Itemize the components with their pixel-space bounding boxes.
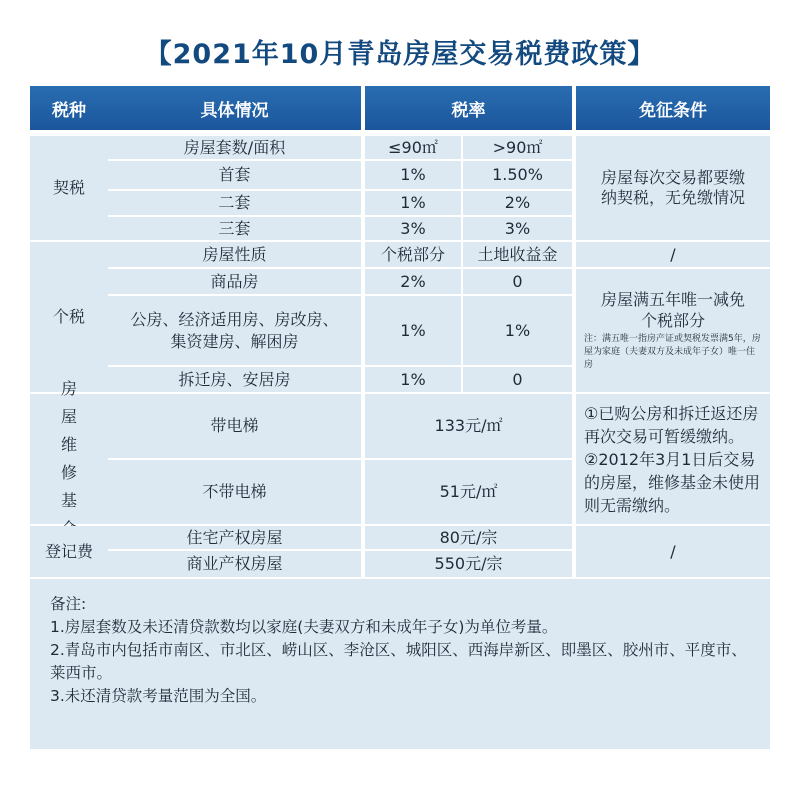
deed-tax-row-gt90: 2% (463, 191, 572, 215)
income-tax-row-personal: 2% (365, 269, 461, 294)
registration-row-rate: 550元/宗 (365, 551, 572, 577)
income-tax-row-personal: 1% (365, 296, 461, 365)
maintenance-exemption: ①已购公房和拆迁返还房再次交易可暂缓缴纳。②2012年3月1日后交易的房屋，维修基金未使用则无需缴纳。 (576, 394, 770, 524)
deed-tax-gt90-header: >90㎡ (463, 136, 572, 159)
notes-heading: 备注: (50, 595, 87, 613)
income-tax-row-name: 拆迁房、安居房 (108, 367, 361, 392)
deed-tax-row-le90: 1% (365, 191, 461, 215)
header-rate: 税率 (365, 86, 572, 130)
deed-tax-row-gt90: 1.50% (463, 161, 572, 189)
income-tax-exemption: 房屋满五年唯一减免个税部分 (600, 290, 745, 330)
income-tax-nature-label: 房屋性质 (108, 242, 361, 267)
registration-row-rate: 80元/宗 (365, 526, 572, 549)
deed-tax-row-name: 二套 (108, 191, 361, 215)
registration-row-name: 商业产权房屋 (108, 551, 361, 577)
income-tax-land-header: 土地收益金 (463, 242, 572, 267)
header-tax-type: 税种 (30, 86, 108, 130)
income-tax-row-land: 1% (463, 296, 572, 365)
maintenance-fund-label: 屋维修基 (30, 394, 108, 524)
deed-tax-area-label: 房屋套数/面积 (108, 136, 361, 159)
registration-exemption: / (576, 526, 770, 577)
note-item: 1.房屋套数及未还清贷款数均以家庭(夫妻双方和未成年子女)为单位考量。 (50, 618, 558, 636)
income-tax-personal-header: 个税部分 (365, 242, 461, 267)
income-tax-row-name: 商品房 (108, 269, 361, 294)
deed-tax-exemption: 房屋每次交易都要缴纳契税，无免缴情况 (576, 136, 770, 240)
tax-policy-table (30, 86, 770, 763)
income-tax-exemption-cell (576, 269, 770, 392)
note-item: 3.未还清贷款考量范围为全国。 (50, 687, 267, 705)
maintenance-row-rate: 51元/㎡ (365, 460, 572, 524)
income-tax-row-name: 公房、经济适用房、房改房、集资建房、解困房 (108, 296, 361, 365)
page-title: 【2021年10月青岛房屋交易税费政策】 (144, 39, 656, 70)
header-details: 具体情况 (108, 86, 361, 130)
header-exemption: 免征条件 (576, 86, 770, 130)
deed-tax-row-le90: 3% (365, 217, 461, 240)
deed-tax-label: 契税 (30, 136, 108, 240)
deed-tax-row-name: 三套 (108, 217, 361, 240)
maintenance-row-rate: 133元/㎡ (365, 394, 572, 458)
income-tax-row-personal: 1% (365, 367, 461, 392)
note-item: 2.青岛市内包括市南区、市北区、崂山区、李沧区、城阳区、西海岸新区、即墨区、胶州市、平度市、莱西市。 (50, 641, 747, 682)
income-tax-row-land: 0 (463, 367, 572, 392)
deed-tax-row-name: 首套 (108, 161, 361, 189)
income-tax-exemption-note: 注：满五唯一指房产证或契税发票满5年，房屋为家庭（夫妻双方及未成年子女）唯一住房 (584, 334, 761, 370)
notes-section (30, 579, 770, 749)
deed-tax-row-le90: 1% (365, 161, 461, 189)
deed-tax-row-gt90: 3% (463, 217, 572, 240)
deed-tax-le90-header: ≤90㎡ (365, 136, 461, 159)
registration-row-name: 住宅产权房屋 (108, 526, 361, 549)
registration-fee-label: 登记费 (30, 526, 108, 577)
income-tax-slash: / (576, 242, 770, 267)
income-tax-row-land: 0 (463, 269, 572, 294)
maintenance-row-name: 带电梯 (108, 394, 361, 458)
maintenance-row-name: 不带电梯 (108, 460, 361, 524)
income-tax-label: 个税 (30, 242, 108, 392)
